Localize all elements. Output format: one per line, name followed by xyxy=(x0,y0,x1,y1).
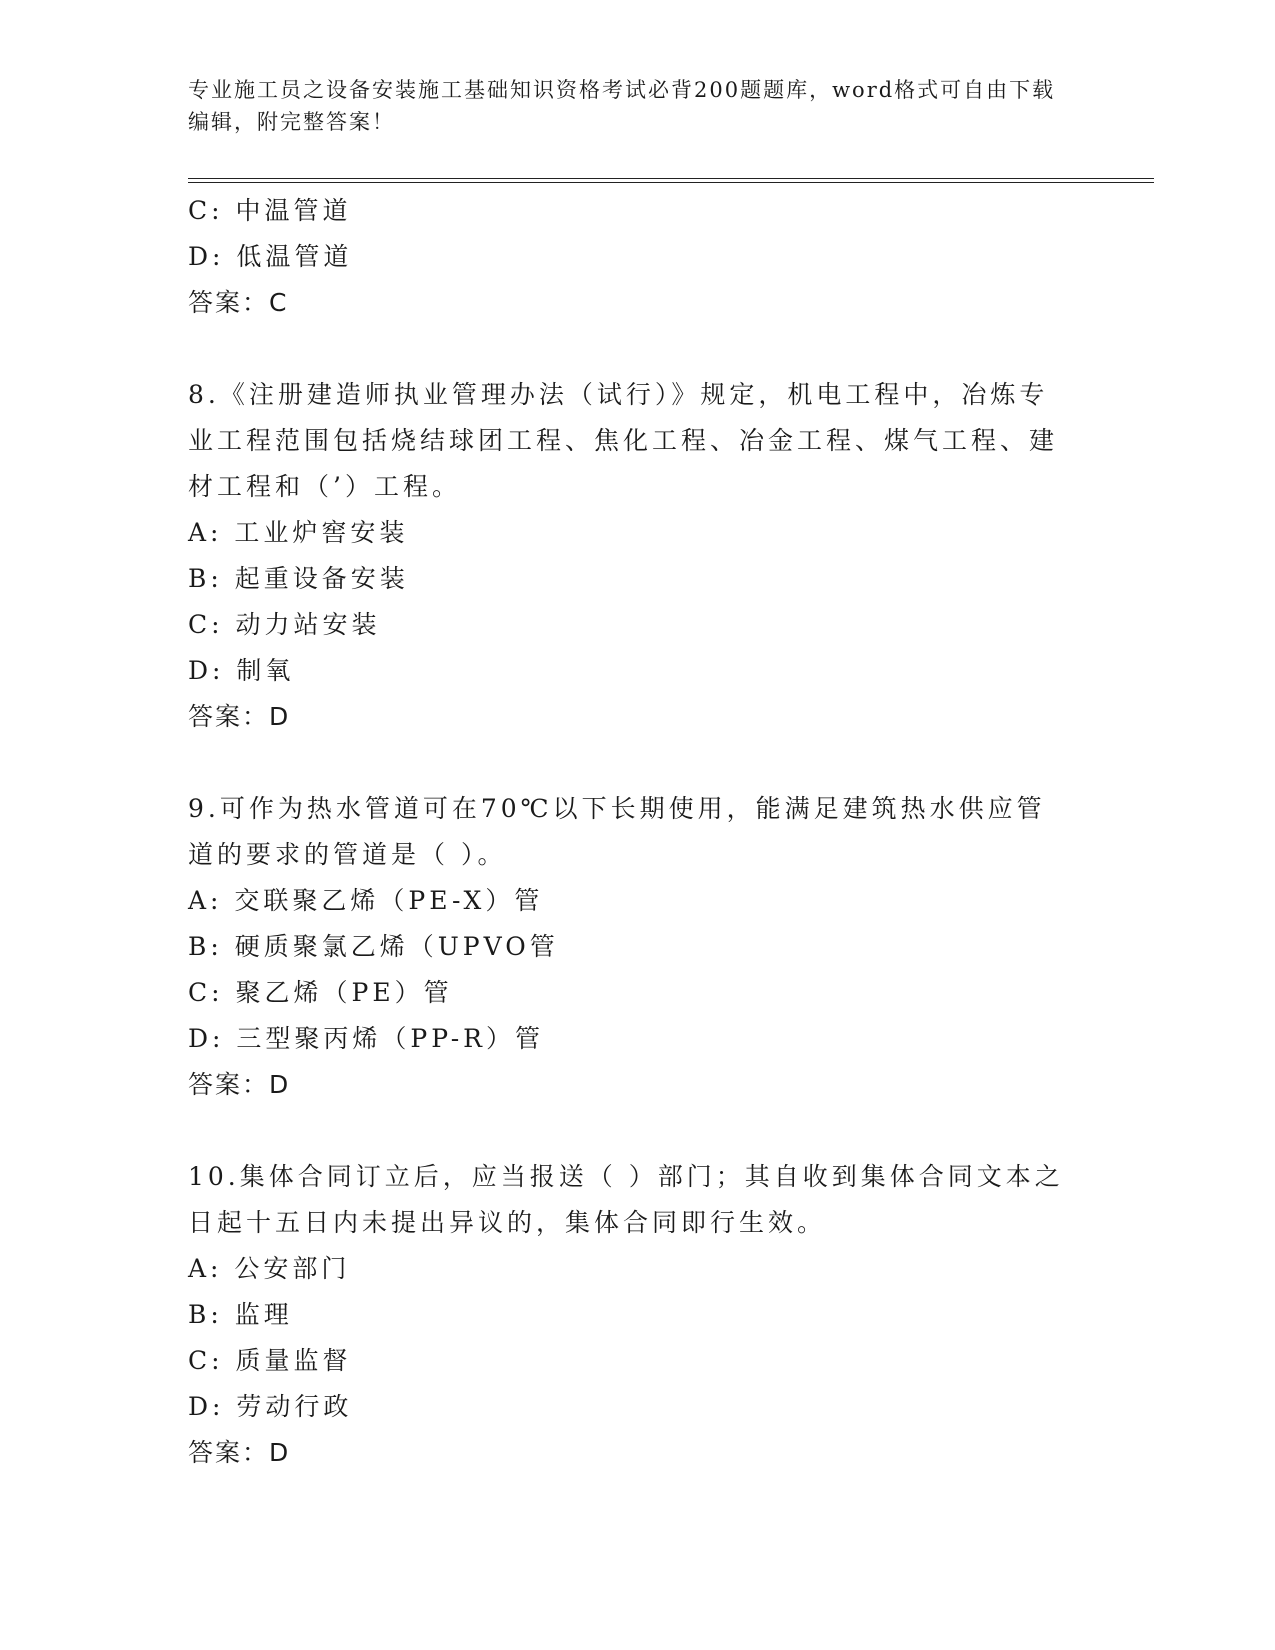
question-stem: 10.集体合同订立后，应当报送（ ）部门；其自收到集体合同文本之日起十五日内未提出异议的，集体合同即行生效。 xyxy=(188,1162,1064,1237)
option-c: C: 中温管道 xyxy=(188,196,352,225)
question-content xyxy=(188,188,1068,1476)
spacer xyxy=(188,1108,1068,1154)
answer-line: 答案：D xyxy=(188,1070,291,1099)
question-stem: 8.《注册建造师执业管理办法（试行）》规定，机电工程中，冶炼专业工程范围包括烧结球团工程、焦化工程、冶金工程、煤气工程、建材工程和（’）工程。 xyxy=(188,380,1059,501)
question-10 xyxy=(188,1154,1068,1476)
option-b: B: 监理 xyxy=(188,1300,293,1329)
header-rule-bottom xyxy=(188,182,1154,183)
option-d: D: 制氧 xyxy=(188,656,295,685)
question-7-continued xyxy=(188,188,1068,326)
option-c: C: 动力站安装 xyxy=(188,610,381,639)
option-d: D: 劳动行政 xyxy=(188,1392,353,1421)
option-d: D: 低温管道 xyxy=(188,242,353,271)
spacer xyxy=(188,326,1068,372)
document-header: 专业施工员之设备安装施工基础知识资格考试必背200题题库，word格式可自由下载编辑，附完整答案！ xyxy=(188,78,1056,134)
option-d: D: 三型聚丙烯（PP-R）管 xyxy=(188,1024,544,1053)
answer-line: 答案：C xyxy=(188,288,289,317)
question-8 xyxy=(188,372,1068,740)
header-rule-top xyxy=(188,178,1154,179)
option-a: A: 工业炉窖安装 xyxy=(188,518,409,547)
answer-line: 答案：D xyxy=(188,702,291,731)
answer-line: 答案：D xyxy=(188,1438,291,1467)
option-b: B: 硬质聚氯乙烯（UPVO管 xyxy=(188,932,559,961)
option-c: C: 质量监督 xyxy=(188,1346,352,1375)
option-a: A: 公安部门 xyxy=(188,1254,351,1283)
question-9 xyxy=(188,786,1068,1108)
option-a: A: 交联聚乙烯（PE-X）管 xyxy=(188,886,544,915)
question-stem: 9.可作为热水管道可在70℃以下长期使用，能满足建筑热水供应管道的要求的管道是（ ）。 xyxy=(188,794,1046,869)
spacer xyxy=(188,740,1068,786)
option-c: C: 聚乙烯（PE）管 xyxy=(188,978,453,1007)
option-b: B: 起重设备安装 xyxy=(188,564,409,593)
